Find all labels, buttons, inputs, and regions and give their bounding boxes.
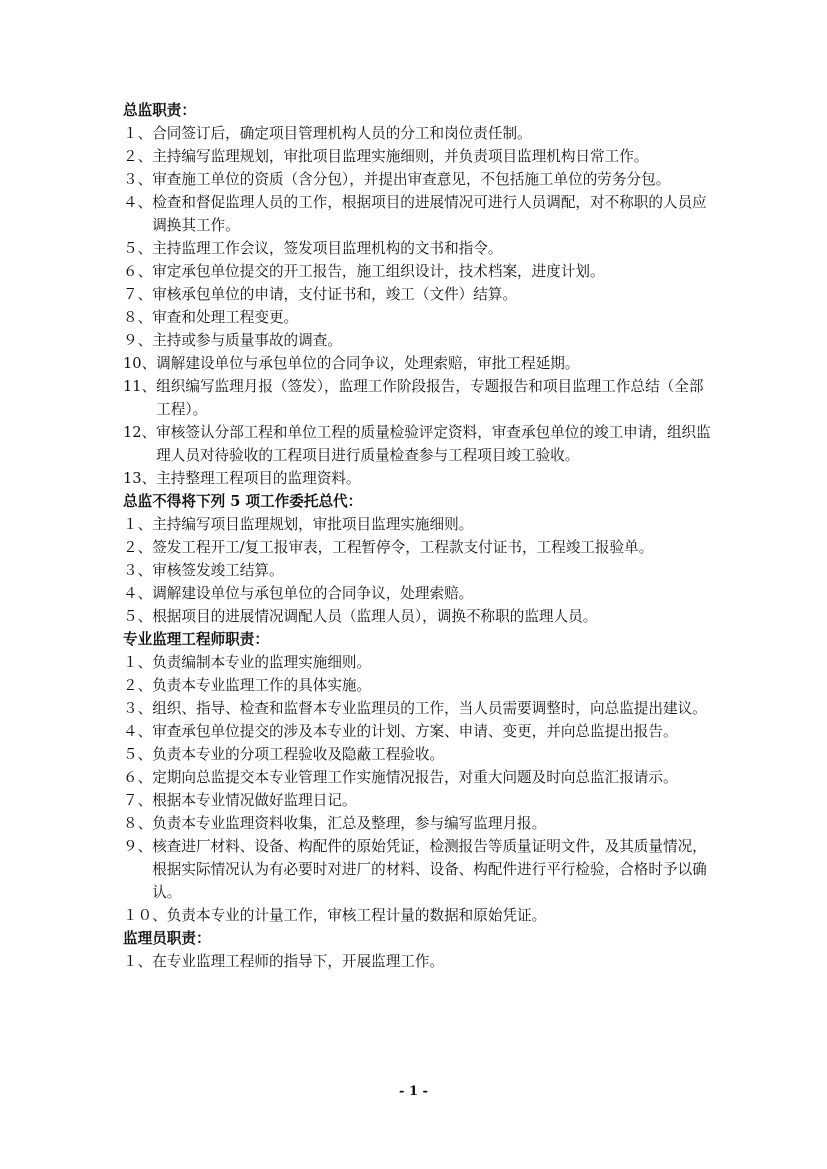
section-heading: 总监职责： xyxy=(123,102,196,119)
list-item xyxy=(123,605,713,628)
list-item xyxy=(123,950,713,973)
item-text: 根据本专业情况做好监理日记。 xyxy=(152,792,357,809)
item-text: 审定承包单位提交的开工报告，施工组织设计，技术档案，进度计划。 xyxy=(152,263,605,280)
section-heading: 总监不得将下列 5 项工作委托总代： xyxy=(123,493,363,510)
list-item xyxy=(123,697,713,720)
item-number: ７、 xyxy=(123,286,153,303)
list-item xyxy=(123,352,713,375)
list-item xyxy=(123,904,713,927)
item-number: ４、 xyxy=(123,194,153,211)
item-text: 检查和督促监理人员的工作，根据项目的进展情况可进行人员调配，对不称职的人员应调换其工作。 xyxy=(152,194,707,234)
item-text: 主持整理工程项目的监理资料。 xyxy=(156,470,361,487)
section-heading: 监理员职责： xyxy=(123,930,211,947)
list-item xyxy=(123,168,713,191)
item-text: 主持编写项目监理规划，审批项目监理实施细则。 xyxy=(152,516,474,533)
item-number: 11、 xyxy=(123,378,157,395)
item-text: 审核签认分部工程和单位工程的质量检验评定资料，审查承包单位的竣工申请，组织监理人员对待验收的工程项目进行质量检查参与工程项目竣工验收。 xyxy=(156,424,711,464)
list-item xyxy=(123,766,713,789)
item-number: １０、 xyxy=(123,907,167,924)
list-item xyxy=(123,421,713,467)
item-text: 调解建设单位与承包单位的合同争议，处理索赔，审批工程延期。 xyxy=(156,355,580,372)
item-number: １、 xyxy=(123,125,153,142)
item-number: ２、 xyxy=(123,148,153,165)
list-item xyxy=(123,674,713,697)
item-number: ４、 xyxy=(123,585,153,602)
item-text: 主持或参与质量事故的调查。 xyxy=(152,332,342,349)
item-number: ４、 xyxy=(123,723,153,740)
item-text: 定期向总监提交本专业管理工作实施情况报告，对重大问题及时向总监汇报请示。 xyxy=(152,769,678,786)
list-item xyxy=(123,582,713,605)
item-text: 负责本专业的分项工程验收及隐蔽工程验收。 xyxy=(152,746,445,763)
item-text: 负责本专业监理工作的具体实施。 xyxy=(152,677,372,694)
list-item xyxy=(123,536,713,559)
item-number: １、 xyxy=(123,654,153,671)
item-text: 审核签发竣工结算。 xyxy=(152,562,284,579)
item-text: 核查进厂材料、设备、构配件的原始凭证，检测报告等质量证明文件，及其质量情况，根据实际情况认为有必要时对进厂的材料、设备、构配件进行平行检验，合格时予以确认。 xyxy=(152,838,707,901)
item-text: 审查承包单位提交的涉及本专业的计划、方案、申请、变更，并向总监提出报告。 xyxy=(152,723,678,740)
item-number: ２、 xyxy=(123,539,153,556)
item-text: 主持监理工作会议，签发项目监理机构的文书和指令。 xyxy=(152,240,503,257)
list-item xyxy=(123,789,713,812)
item-number: 13、 xyxy=(123,470,157,487)
list-item xyxy=(123,559,713,582)
list-item xyxy=(123,375,713,421)
item-number: 10、 xyxy=(123,355,157,372)
item-text: 调解建设单位与承包单位的合同争议，处理索赔。 xyxy=(152,585,474,602)
item-text: 签发工程开工/复工报审表，工程暂停令，工程款支付证书，工程竣工报验单。 xyxy=(152,539,654,556)
item-text: 审核承包单位的申请，支付证书和，竣工（文件）结算。 xyxy=(152,286,518,303)
item-number: ５、 xyxy=(123,608,153,625)
page-number: - 1 - xyxy=(399,1084,428,1099)
item-text: 合同签订后，确定项目管理机构人员的分工和岗位责任制。 xyxy=(152,125,532,142)
list-item xyxy=(123,283,713,306)
item-number: １、 xyxy=(123,953,153,970)
list-item xyxy=(123,191,713,237)
list-item xyxy=(123,306,713,329)
section-heading: 专业监理工程师职责： xyxy=(123,631,269,648)
item-number: ６、 xyxy=(123,263,153,280)
item-number: ８、 xyxy=(123,815,153,832)
item-text: 审查和处理工程变更。 xyxy=(152,309,299,326)
list-item xyxy=(123,651,713,674)
item-text: 在专业监理工程师的指导下，开展监理工作。 xyxy=(152,953,445,970)
list-item xyxy=(123,122,713,145)
item-number: １、 xyxy=(123,516,153,533)
list-item xyxy=(123,467,713,490)
document-body xyxy=(123,99,713,973)
item-text: 负责本专业的计量工作，审核工程计量的数据和原始凭证。 xyxy=(166,907,547,924)
list-item xyxy=(123,835,713,904)
list-item xyxy=(123,812,713,835)
item-text: 根据项目的进展情况调配人员（监理人员），调换不称职的监理人员。 xyxy=(152,608,598,625)
item-text: 组织、指导、检查和监督本专业监理员的工作，当人员需要调整时，向总监提出建议。 xyxy=(152,700,707,717)
item-text: 组织编写监理月报（签发），监理工作阶段报告，专题报告和项目监理工作总结（全部工程）。 xyxy=(156,378,704,418)
item-number: ９、 xyxy=(123,332,153,349)
item-number: ９、 xyxy=(123,838,153,855)
item-text: 审查施工单位的资质（含分包），并提出审查意见，不包括施工单位的劳务分包。 xyxy=(152,171,671,188)
item-number: ７、 xyxy=(123,792,153,809)
list-item xyxy=(123,237,713,260)
item-text: 主持编写监理规划，审批项目监理实施细则，并负责项目监理机构日常工作。 xyxy=(152,148,649,165)
item-number: ３、 xyxy=(123,562,153,579)
item-number: ２、 xyxy=(123,677,153,694)
item-number: ８、 xyxy=(123,309,153,326)
item-number: ５、 xyxy=(123,240,153,257)
list-item xyxy=(123,513,713,536)
item-number: 12、 xyxy=(123,424,157,441)
item-text: 负责编制本专业的监理实施细则。 xyxy=(152,654,372,671)
list-item xyxy=(123,145,713,168)
list-item xyxy=(123,720,713,743)
item-number: ６、 xyxy=(123,769,153,786)
list-item xyxy=(123,260,713,283)
item-text: 负责本专业监理资料收集，汇总及整理，参与编写监理月报。 xyxy=(152,815,547,832)
list-item xyxy=(123,329,713,352)
item-number: ３、 xyxy=(123,171,153,188)
list-item xyxy=(123,743,713,766)
item-number: ３、 xyxy=(123,700,153,717)
item-number: ５、 xyxy=(123,746,153,763)
